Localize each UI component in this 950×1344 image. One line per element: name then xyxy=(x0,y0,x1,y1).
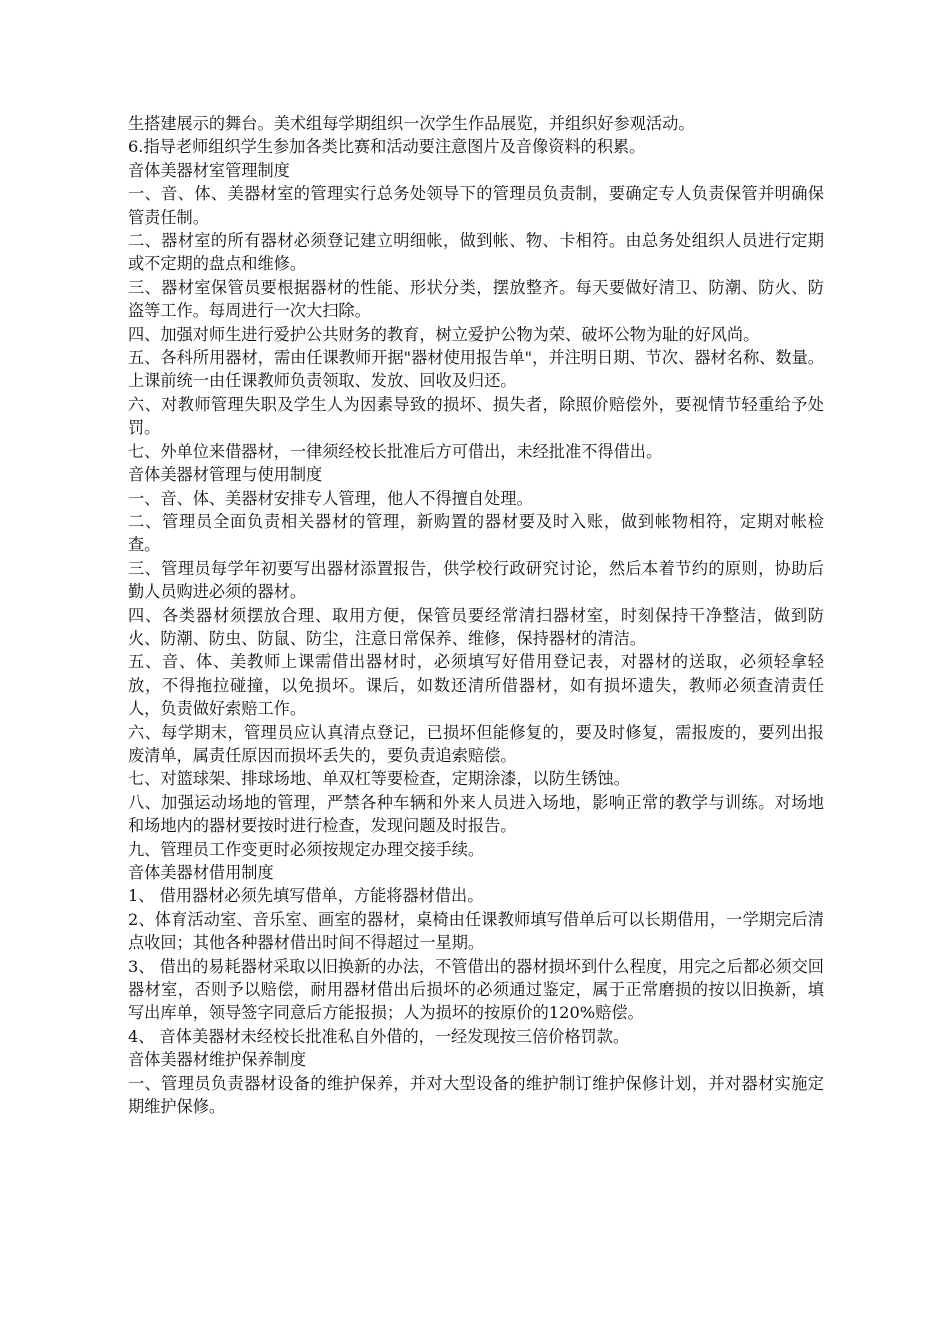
paragraph: 6.指导老师组织学生参加各类比赛和活动要注意图片及音像资料的积累。 xyxy=(128,137,646,157)
paragraph: 三、器材室保管员要根据器材的性能、形状分类，摆放整齐。每天要做好清卫、防潮、防火、防盗等工作。每周进行一次大扫除。 xyxy=(128,277,824,321)
paragraph: 2、体育活动室、音乐室、画室的器材，桌椅由任课教师填写借单后可以长期借用，一学期完后清点收回；其他各种器材借出时间不得超过一星期。 xyxy=(128,909,824,953)
section-heading: 音体美器材维护保养制度 xyxy=(128,1050,307,1070)
paragraph: 九、管理员工作变更时必须按规定办理交接手续。 xyxy=(128,839,485,859)
paragraph: 3、 借出的易耗器材采取以旧换新的办法，不管借出的器材损坏到什么程度，用完之后都必须交回器材室，否则予以赔偿，耐用器材借出后损坏的必须通过鉴定，属于正常磨损的按以旧换新，填写出库单，领导签字同意后方能报损；人为损坏的按原价的120%赔偿。 xyxy=(128,956,824,1023)
paragraph: 二、管理员全面负责相关器材的管理，新购置的器材要及时入账，做到帐物相符，定期对帐检查。 xyxy=(128,511,824,555)
section-heading: 音体美器材室管理制度 xyxy=(128,160,290,180)
document-page xyxy=(128,112,824,1118)
paragraph: 六、每学期末，管理员应认真清点登记，已损坏但能修复的，要及时修复，需报废的，要列出报废清单，属责任原因而损坏丢失的，要负责追索赔偿。 xyxy=(128,722,824,765)
paragraph: 一、管理员负责器材设备的维护保养，并对大型设备的维护制订维护保修计划，并对器材实施定期维护保修。 xyxy=(128,1073,824,1117)
paragraph: 六、对教师管理失职及学生人为因素导致的损坏、损失者，除照价赔偿外，要视情节轻重给予处罚。 xyxy=(128,394,824,438)
paragraph: 4、 音体美器材未经校长批准私自外借的，一经发现按三倍价格罚款。 xyxy=(128,1026,630,1046)
section-heading: 音体美器材管理与使用制度 xyxy=(128,465,323,485)
paragraph: 1、 借用器材必须先填写借单，方能将器材借出。 xyxy=(128,886,484,906)
paragraph: 一、音、体、美器材安排专人管理，他人不得擅自处理。 xyxy=(128,488,533,508)
paragraph: 五、各科所用器材，需由任课教师开据"器材使用报告单"，并注明日期、节次、器材名称、数量。 上课前统一由任课教师负责领取、发放、回收及归还。 xyxy=(128,348,824,391)
paragraph: 二、器材室的所有器材必须登记建立明细帐，做到帐、物、卡相符。由总务处组织人员进行定期或不定期的盘点和维修。 xyxy=(128,231,824,274)
paragraph: 三、管理员每学年初要写出器材添置报告，供学校行政研究讨论，然后本着节约的原则，协助后勤人员购进必须的器材。 xyxy=(128,558,824,602)
paragraph: 生搭建展示的舞台。美术组每学期组织一次学生作品展览，并组织好参观活动。 xyxy=(128,114,695,133)
paragraph: 四、加强对师生进行爱护公共财务的教育，树立爱护公物为荣、破坏公物为耻的好风尚。 xyxy=(128,324,760,344)
section-heading: 音体美器材借用制度 xyxy=(128,863,274,882)
paragraph: 八、加强运动场地的管理，严禁各种车辆和外来人员进入场地，影响正常的教学与训练。对场地和场地内的器材要按时进行检查，发现问题及时报告。 xyxy=(128,792,824,836)
paragraph: 一、音、体、美器材室的管理实行总务处领导下的管理员负责制，要确定专人负责保管并明确保管责任制。 xyxy=(128,184,824,227)
paragraph: 四、各类器材须摆放合理、取用方便，保管员要经常清扫器材室，时刻保持干净整洁，做到防火、防潮、防虫、防鼠、防尘，注意日常保养、维修，保持器材的清洁。 xyxy=(128,605,824,648)
paragraph: 五、音、体、美教师上课需借出器材时，必须填写好借用登记表，对器材的送取，必须轻拿轻放，不得拖拉碰撞，以免损坏。课后，如数还清所借器材，如有损坏遗失，教师必须查清责任人，负责做好索赔工作。 xyxy=(128,652,824,719)
paragraph: 七、外单位来借器材，一律须经校长批准后方可借出，未经批准不得借出。 xyxy=(128,441,663,461)
paragraph: 七、对篮球架、排球场地、单双杠等要检查，定期涂漆，以防生锈蚀。 xyxy=(128,769,630,789)
